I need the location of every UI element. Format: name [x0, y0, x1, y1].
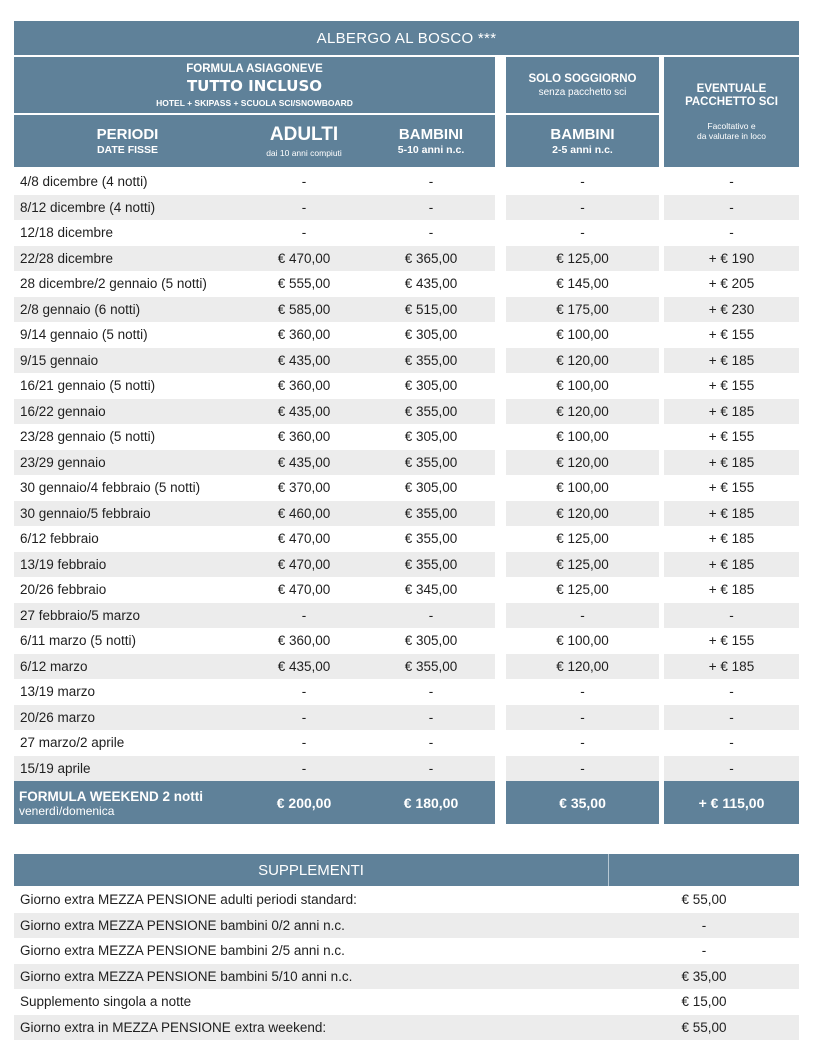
table-row	[14, 220, 799, 246]
bambini-2-5-cell: -	[580, 760, 585, 776]
column-gap	[495, 373, 506, 399]
supplemento-value: € 35,00	[681, 968, 727, 984]
period-cell: 23/29 gennaio	[20, 454, 106, 470]
period-cell: 8/12 dicembre (4 notti)	[20, 199, 156, 215]
bambini-5-10-cell: -	[428, 607, 434, 623]
eventuale-line4: da valutare in loco	[697, 131, 766, 141]
pacchetto-cell: + € 230	[708, 301, 755, 317]
supplementi-title	[14, 854, 609, 886]
period-cell: 15/19 aprile	[20, 760, 91, 776]
supplemento-row	[14, 913, 799, 939]
period-cell: 30 gennaio/5 febbraio	[20, 505, 151, 521]
supplementi-header	[14, 854, 799, 886]
column-gap	[495, 756, 506, 782]
table-row	[14, 679, 799, 705]
supplemento-row	[14, 964, 799, 990]
weekend-row	[14, 781, 495, 824]
supplemento-row	[14, 887, 799, 913]
bambini-2-5-cell: -	[580, 684, 585, 700]
supplemento-value: -	[701, 917, 707, 933]
pacchetto-cell: + € 185	[708, 582, 755, 598]
table-row	[14, 730, 799, 756]
hotel-title	[14, 21, 799, 55]
period-cell: 6/12 marzo	[20, 658, 88, 674]
table-row	[14, 271, 799, 297]
bambini-2-5-cell: € 120,00	[556, 658, 609, 674]
pacchetto-cell: -	[729, 225, 734, 241]
eventuale-line1: EVENTUALE	[696, 83, 767, 95]
bambini-2-5-cell: € 100,00	[556, 429, 609, 445]
adulti-cell: € 360,00	[277, 633, 331, 649]
weekend-label	[19, 789, 203, 818]
pacchetto-cell: + € 155	[708, 480, 755, 496]
bambini-5-10-cell: € 355,00	[404, 403, 458, 419]
column-gap	[495, 297, 506, 323]
bambini-5-10-cell: € 355,00	[404, 505, 458, 521]
pacchetto-cell: + € 190	[708, 250, 755, 266]
supplementi-list	[14, 887, 799, 1040]
adulti-cell: € 435,00	[277, 403, 331, 419]
supplemento-desc: Giorno extra MEZZA PENSIONE bambini 5/10 anni n.c.	[20, 968, 353, 984]
periodi-line1: PERIODI	[96, 126, 159, 143]
bambini-5-10-cell: -	[428, 735, 434, 751]
period-cell: 20/26 febbraio	[20, 582, 107, 598]
pacchetto-cell: + € 185	[708, 454, 755, 470]
period-cell: 22/28 dicembre	[20, 250, 114, 266]
period-cell: 9/14 gennaio (5 notti)	[20, 327, 148, 343]
bambini-2-5-cell: € 100,00	[556, 633, 609, 649]
period-cell: 20/26 marzo	[20, 709, 96, 725]
supplemento-row	[14, 1015, 799, 1041]
pacchetto-cell: + € 155	[708, 633, 755, 649]
price-table-body	[14, 169, 799, 781]
bambini2-line1: BAMBINI	[550, 126, 615, 143]
adulti-cell: € 470,00	[277, 556, 331, 572]
bambini-5-10-cell: € 305,00	[404, 633, 458, 649]
supplemento-desc: Supplemento singola a notte	[20, 994, 192, 1010]
adulti-cell: € 360,00	[277, 327, 331, 343]
weekend-bambini-2-5-cell	[506, 781, 659, 824]
column-gap	[495, 705, 506, 731]
pacchetto-cell: -	[729, 709, 734, 725]
bambini-2-5-cell: -	[580, 735, 585, 751]
bambini-5-10-header	[367, 115, 495, 167]
adulti-cell: € 470,00	[277, 582, 331, 598]
solo-line2: senza pacchetto sci	[538, 86, 627, 98]
table-row	[14, 654, 799, 680]
bambini-2-5-cell: € 125,00	[556, 531, 609, 547]
bambini-2-5-header	[506, 115, 659, 167]
pacchetto-cell: + € 185	[708, 352, 755, 368]
table-row	[14, 348, 799, 374]
column-gap	[495, 552, 506, 578]
pacchetto-cell: + € 185	[708, 531, 755, 547]
column-gap	[495, 577, 506, 603]
bambini-2-5-cell: € 125,00	[556, 250, 609, 266]
table-row	[14, 246, 799, 272]
table-row	[14, 552, 799, 578]
bambini-2-5-cell: € 125,00	[556, 556, 609, 572]
period-cell: 28 dicembre/2 gennaio (5 notti)	[20, 276, 207, 292]
adulti-cell: € 370,00	[277, 480, 331, 496]
adulti-line1: ADULTI	[269, 124, 339, 145]
period-cell: 27 marzo/2 aprile	[20, 735, 125, 751]
supplemento-desc: Giorno extra in MEZZA PENSIONE extra weekend:	[20, 1019, 327, 1035]
pacchetto-cell: -	[729, 199, 734, 215]
adulti-cell: -	[301, 735, 307, 751]
bambini-2-5-cell: € 120,00	[556, 454, 609, 470]
supplementi-title-text: SUPPLEMENTI	[258, 861, 364, 879]
bambini-5-10-cell: -	[428, 225, 434, 241]
column-gap	[495, 475, 506, 501]
column-gap	[495, 322, 506, 348]
bambini-5-10-cell: -	[428, 174, 434, 190]
eventuale-line3: Facoltativo e	[707, 121, 756, 131]
column-gap	[495, 169, 506, 195]
adulti-cell: € 435,00	[277, 454, 331, 470]
table-row	[14, 603, 799, 629]
bambini-2-5-cell: € 175,00	[556, 301, 609, 317]
adulti-cell: € 360,00	[277, 378, 331, 394]
bambini-2-5-cell: -	[580, 607, 585, 623]
eventuale-line2: PACCHETTO SCI	[685, 96, 778, 108]
bambini-2-5-cell: € 120,00	[556, 403, 609, 419]
adulti-cell: € 435,00	[277, 658, 331, 674]
pacchetto-cell: + € 185	[708, 505, 755, 521]
weekend-subtitle: venerdì/domenica	[19, 804, 115, 818]
weekend-bambini-2-5: € 35,00	[559, 794, 606, 811]
table-row	[14, 399, 799, 425]
pacchetto-cell: + € 185	[708, 556, 755, 572]
supplemento-row	[14, 938, 799, 964]
adulti-cell: -	[301, 709, 307, 725]
supplemento-value: -	[701, 943, 707, 959]
column-gap	[495, 603, 506, 629]
supplemento-desc: Giorno extra MEZZA PENSIONE adulti periodi standard:	[20, 892, 357, 908]
column-gap	[495, 271, 506, 297]
adulti-cell: -	[301, 174, 307, 190]
adulti-cell: € 460,00	[277, 505, 331, 521]
adulti-cell: € 360,00	[277, 429, 331, 445]
column-gap	[495, 246, 506, 272]
solo-soggiorno-header	[506, 57, 659, 113]
bambini-5-10-cell: € 515,00	[404, 301, 458, 317]
bambini-5-10-cell: -	[428, 684, 434, 700]
bambini-5-10-cell: € 305,00	[404, 327, 458, 343]
bambini-5-10-cell: € 365,00	[404, 250, 458, 266]
bambini-2-5-cell: -	[580, 225, 585, 241]
table-row	[14, 297, 799, 323]
bambini-2-5-cell: € 100,00	[556, 480, 609, 496]
periodi-line2: DATE FISSE	[96, 144, 159, 156]
adulti-line2: dai 10 anni compiuti	[266, 148, 342, 158]
period-cell: 6/11 marzo (5 notti)	[20, 633, 137, 649]
pacchetto-cell: + € 185	[708, 658, 755, 674]
bambini-2-5-cell: € 120,00	[556, 505, 609, 521]
bambini-5-10-cell: € 355,00	[404, 556, 458, 572]
period-cell: 2/8 gennaio (6 notti)	[20, 301, 141, 317]
period-cell: 30 gennaio/4 febbraio (5 notti)	[20, 480, 201, 496]
bambini-5-10-cell: € 435,00	[404, 276, 458, 292]
table-row	[14, 705, 799, 731]
bambini-2-5-cell: € 145,00	[556, 276, 609, 292]
column-gap	[495, 424, 506, 450]
column-gap	[495, 730, 506, 756]
period-cell: 12/18 dicembre	[20, 225, 114, 241]
bambini-5-10-cell: € 345,00	[404, 582, 458, 598]
period-cell: 27 febbraio/5 marzo	[20, 607, 141, 623]
column-gap	[495, 628, 506, 654]
supplemento-desc: Giorno extra MEZZA PENSIONE bambini 0/2 anni n.c.	[20, 917, 345, 933]
bambini-2-5-cell: € 120,00	[556, 352, 609, 368]
adulti-cell: € 585,00	[277, 301, 331, 317]
table-row	[14, 756, 799, 782]
solo-line1: SOLO SOGGIORNO	[528, 72, 637, 85]
periodi-header	[14, 115, 241, 167]
period-cell: 13/19 marzo	[20, 684, 96, 700]
bambini-5-10-cell: € 355,00	[404, 454, 458, 470]
pacchetto-cell: -	[729, 735, 734, 751]
pacchetto-cell: + € 185	[708, 403, 755, 419]
weekend-adulti: € 200,00	[276, 794, 332, 811]
period-cell: 23/28 gennaio (5 notti)	[20, 429, 156, 445]
weekend-pacchetto-cell	[664, 781, 799, 824]
supplemento-value: € 15,00	[681, 994, 727, 1010]
period-cell: 13/19 febbraio	[20, 556, 107, 572]
adulti-cell: -	[301, 684, 307, 700]
bambini-5-10-cell: -	[428, 709, 434, 725]
bambini-2-5-cell: -	[580, 174, 585, 190]
table-row	[14, 501, 799, 527]
bambini-5-10-cell: € 305,00	[404, 480, 458, 496]
pacchetto-cell: -	[729, 174, 734, 190]
bambini-2-5-cell: -	[580, 709, 585, 725]
bambini-2-5-cell: -	[580, 199, 585, 215]
table-row	[14, 322, 799, 348]
table-row	[14, 526, 799, 552]
formula-line2: TUTTO INCLUSO	[186, 76, 323, 95]
period-cell: 16/22 gennaio	[20, 403, 106, 419]
pacchetto-cell: -	[729, 684, 734, 700]
adulti-cell: € 470,00	[277, 531, 331, 547]
pacchetto-cell: -	[729, 607, 734, 623]
table-row	[14, 169, 799, 195]
bambini-5-10-cell: € 355,00	[404, 531, 458, 547]
column-gap	[495, 501, 506, 527]
hotel-title-text: ALBERGO AL BOSCO ***	[316, 29, 497, 47]
formula-header	[14, 57, 495, 113]
column-gap	[495, 195, 506, 221]
pacchetto-cell: + € 155	[708, 327, 755, 343]
bambini-5-10-cell: -	[428, 199, 434, 215]
column-gap	[495, 654, 506, 680]
column-gap	[495, 399, 506, 425]
period-cell: 4/8 dicembre (4 notti)	[20, 174, 148, 190]
table-row	[14, 577, 799, 603]
table-row	[14, 450, 799, 476]
weekend-title: FORMULA WEEKEND 2 notti	[19, 789, 203, 804]
adulti-cell: -	[301, 199, 307, 215]
bambini-2-5-cell: € 100,00	[556, 327, 609, 343]
pacchetto-cell: + € 205	[708, 276, 755, 292]
adulti-cell: € 470,00	[277, 250, 331, 266]
supplemento-value: € 55,00	[681, 1019, 727, 1035]
adulti-header	[241, 115, 367, 167]
table-row	[14, 424, 799, 450]
supplemento-desc: Giorno extra MEZZA PENSIONE bambini 2/5 anni n.c.	[20, 943, 345, 959]
bambini-5-10-cell: € 305,00	[404, 378, 458, 394]
bambini2-line2: 2-5 anni n.c.	[552, 144, 613, 156]
formula-line3: HOTEL + SKIPASS + SCUOLA SCI/SNOWBOARD	[156, 97, 353, 108]
weekend-pacchetto: + € 115,00	[698, 794, 765, 811]
period-cell: 9/15 gennaio	[20, 352, 99, 368]
bambini-5-10-cell: € 355,00	[404, 352, 458, 368]
column-gap	[495, 526, 506, 552]
bambini1-line2: 5-10 anni n.c.	[397, 144, 465, 156]
supplemento-row	[14, 989, 799, 1015]
period-cell: 16/21 gennaio (5 notti)	[20, 378, 156, 394]
column-gap	[495, 450, 506, 476]
bambini-2-5-cell: € 125,00	[556, 582, 609, 598]
weekend-bambini-5-10: € 180,00	[403, 794, 459, 811]
pacchetto-cell: + € 155	[708, 429, 755, 445]
column-gap	[495, 679, 506, 705]
formula-line1: FORMULA ASIAGONEVE	[186, 62, 323, 75]
adulti-cell: -	[301, 607, 307, 623]
adulti-cell: € 435,00	[277, 352, 331, 368]
table-row	[14, 373, 799, 399]
adulti-cell: € 555,00	[277, 276, 331, 292]
period-cell: 6/12 febbraio	[20, 531, 99, 547]
pacchetto-cell: + € 155	[708, 378, 755, 394]
eventuale-header	[664, 57, 799, 167]
bambini-2-5-cell: € 100,00	[556, 378, 609, 394]
table-row	[14, 475, 799, 501]
column-gap	[495, 348, 506, 374]
adulti-cell: -	[301, 225, 307, 241]
bambini-5-10-cell: € 305,00	[404, 429, 458, 445]
table-row	[14, 628, 799, 654]
pacchetto-cell: -	[729, 760, 734, 776]
bambini1-line1: BAMBINI	[398, 126, 464, 143]
adulti-cell: -	[301, 760, 307, 776]
bambini-5-10-cell: -	[428, 760, 434, 776]
column-gap	[495, 220, 506, 246]
table-row	[14, 195, 799, 221]
bambini-5-10-cell: € 355,00	[404, 658, 458, 674]
supplemento-value: € 55,00	[681, 892, 727, 908]
